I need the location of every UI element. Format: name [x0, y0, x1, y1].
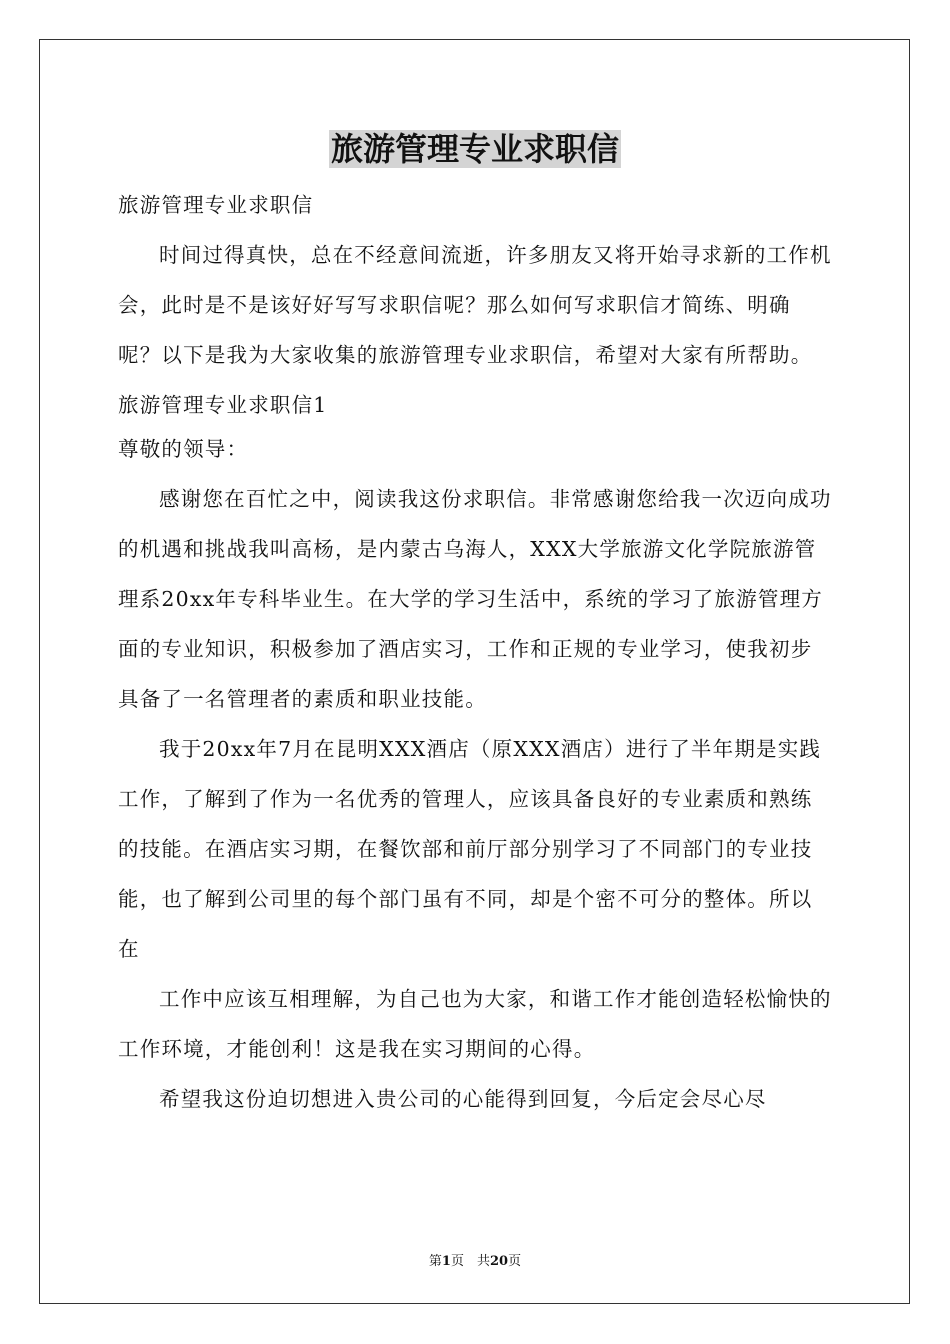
body-paragraph: 工作中应该互相理解，为自己也为大家，和谐工作才能创造轻松愉快的工作环境，才能创利！这是我在实习期间的心得。 [118, 987, 832, 1061]
page-footer [0, 1250, 950, 1269]
page-total: 20 [489, 1254, 509, 1269]
document-title [0, 125, 950, 173]
body-paragraph: 希望我这份迫切想进入贵公司的心能得到回复，今后定会尽心尽 [159, 1087, 767, 1111]
page-mid: 页 共 [450, 1254, 490, 1269]
body-paragraph: 我于20xx年7月在昆明XXX酒店（原XXX酒店）进行了半年期是实践工作，了解到了作为一名优秀的管理人，应该具备良好的专业素质和熟练的技能。在酒店实习期，在餐饮部和前厅部分别学习了不同部门的专业技能，也了解到公司里的每个部门虽有不同，却是个密不可分的整体。所以在 [118, 737, 822, 961]
page-current: 1 [441, 1254, 451, 1269]
section-heading: 旅游管理专业求职信1 [118, 393, 328, 417]
document-body [118, 180, 834, 1124]
body-paragraph: 感谢您在百忙之中，阅读我这份求职信。非常感谢您给我一次迈向成功的机遇和挑战我叫高杨，是内蒙古乌海人，XXX大学旅游文化学院旅游管理系20xx年专科毕业生。在大学的学习生活中，系统的学习了旅游管理方面的专业知识，积极参加了酒店实习，工作和正规的专业学习，使我初步具备了一名管理者的素质和职业技能。 [118, 487, 832, 711]
salutation: 尊敬的领导： [118, 437, 249, 461]
page-suffix: 页 [508, 1254, 522, 1269]
intro-paragraph: 时间过得真快，总在不经意间流逝，许多朋友又将开始寻求新的工作机会，此时是不是该好好写写求职信呢？那么如何写求职信才简练、明确呢？以下是我为大家收集的旅游管理专业求职信，希望对大家有所帮助。 [118, 243, 832, 367]
subtitle-paragraph: 旅游管理专业求职信 [118, 193, 314, 217]
page-prefix: 第 [428, 1254, 442, 1269]
document-title-text: 旅游管理专业求职信 [330, 130, 619, 168]
